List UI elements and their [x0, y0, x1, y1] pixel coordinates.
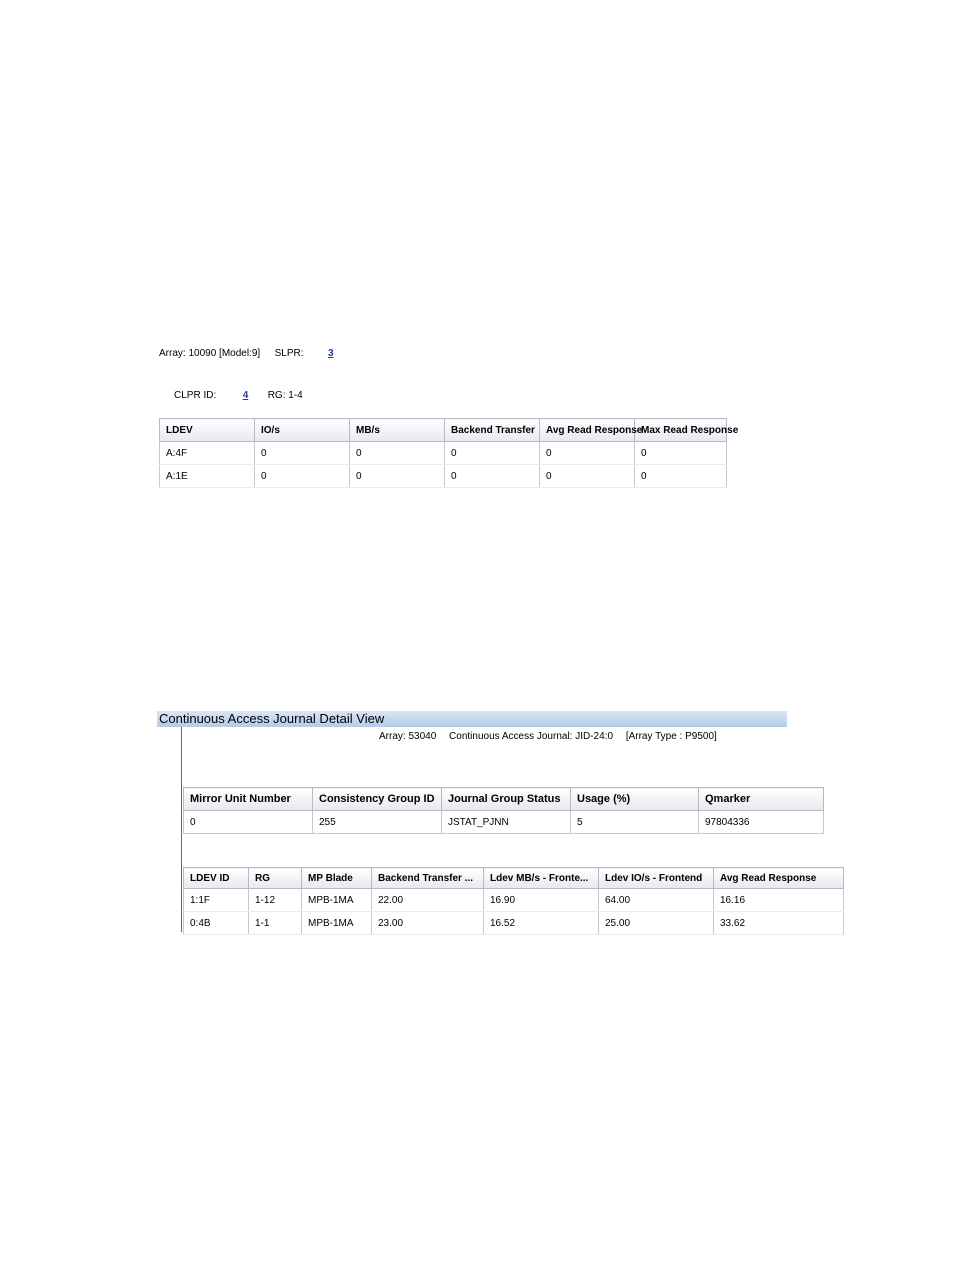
array-info-line — [159, 343, 334, 361]
slpr-link[interactable]: 3 — [327, 348, 334, 359]
cell-backend-transfer: 23.00 — [372, 912, 484, 935]
journal-label: Continuous Access Journal: JID-24:0 — [449, 731, 614, 742]
rg-label: RG: 1-4 — [267, 390, 303, 401]
journal-group-table — [183, 787, 824, 834]
cell-avg-read-response: 33.62 — [714, 912, 844, 935]
column-header-mirror-unit-number[interactable]: Mirror Unit Number — [184, 788, 313, 811]
column-header-ldev-ios-frontend[interactable]: Ldev IO/s - Frontend — [599, 868, 714, 889]
array-label: Array: 53040 — [379, 731, 437, 742]
array-type-label: [Array Type : P9500] — [625, 731, 717, 742]
column-header-ldev-id[interactable]: LDEV ID — [184, 868, 249, 889]
table-header-row — [184, 788, 824, 811]
column-header-avg-read-response[interactable]: Avg Read Response — [540, 419, 635, 442]
cell-qmarker: 97804336 — [699, 811, 824, 834]
column-header-mp-blade[interactable]: MP Blade — [302, 868, 372, 889]
array-label: Array: 10090 [Model:9] — [159, 348, 261, 359]
journal-detail-title-bar — [157, 711, 787, 727]
clpr-link[interactable]: 4 — [242, 390, 249, 401]
cell-avg-read-response: 0 — [540, 465, 635, 488]
column-header-consistency-group-id[interactable]: Consistency Group ID — [313, 788, 442, 811]
cell-mirror-unit-number: 0 — [184, 811, 313, 834]
cell-ldev: A:1E — [160, 465, 255, 488]
cell-ldev-ios-frontend: 64.00 — [599, 889, 714, 912]
column-header-usage[interactable]: Usage (%) — [571, 788, 699, 811]
cell-avg-read-response: 16.16 — [714, 889, 844, 912]
column-header-ldev-mbs-frontend[interactable]: Ldev MB/s - Fronte... — [484, 868, 599, 889]
cell-mp-blade: MPB-1MA — [302, 912, 372, 935]
table-row[interactable] — [160, 465, 727, 488]
cell-usage: 5 — [571, 811, 699, 834]
cell-mbs: 0 — [350, 442, 445, 465]
journal-info-line — [379, 731, 727, 742]
cell-ios: 0 — [255, 442, 350, 465]
journal-ldev-table — [183, 867, 844, 935]
clpr-info-line — [174, 385, 303, 403]
ldev-performance-table-wrapper — [159, 418, 739, 486]
column-header-qmarker[interactable]: Qmarker — [699, 788, 824, 811]
cell-ldev-mbs-frontend: 16.52 — [484, 912, 599, 935]
cell-avg-read-response: 0 — [540, 442, 635, 465]
cell-max-read-response: 0 — [635, 442, 727, 465]
table-row[interactable] — [184, 912, 844, 935]
column-header-avg-read-response[interactable]: Avg Read Response — [714, 868, 844, 889]
cell-backend-transfer: 22.00 — [372, 889, 484, 912]
cell-mp-blade: MPB-1MA — [302, 889, 372, 912]
column-header-backend-transfer[interactable]: Backend Transfer ... — [372, 868, 484, 889]
cell-mbs: 0 — [350, 465, 445, 488]
journal-group-table-wrapper — [183, 787, 787, 837]
cell-consistency-group-id: 255 — [313, 811, 442, 834]
cell-ldev-ios-frontend: 25.00 — [599, 912, 714, 935]
column-header-max-read-response[interactable]: Max Read Response — [635, 419, 727, 442]
table-row[interactable] — [184, 811, 824, 834]
table-row[interactable] — [184, 889, 844, 912]
cell-rg: 1-1 — [249, 912, 302, 935]
cell-ldev-mbs-frontend: 16.90 — [484, 889, 599, 912]
column-header-rg[interactable]: RG — [249, 868, 302, 889]
column-header-backend-transfer[interactable]: Backend Transfer — [445, 419, 540, 442]
cell-ldev-id: 0:4B — [184, 912, 249, 935]
cell-journal-group-status: JSTAT_PJNN — [442, 811, 571, 834]
table-header-row — [184, 868, 844, 889]
cell-backend-transfer: 0 — [445, 442, 540, 465]
cell-ldev-id: 1:1F — [184, 889, 249, 912]
journal-ldev-table-wrapper — [183, 867, 817, 931]
column-header-ios[interactable]: IO/s — [255, 419, 350, 442]
column-header-ldev[interactable]: LDEV — [160, 419, 255, 442]
journal-detail-title: Continuous Access Journal Detail View — [159, 711, 385, 726]
ldev-performance-table — [159, 418, 739, 488]
cell-max-read-response: 0 — [635, 465, 727, 488]
table-header-row — [160, 419, 727, 442]
cell-rg: 1-12 — [249, 889, 302, 912]
column-header-journal-group-status[interactable]: Journal Group Status — [442, 788, 571, 811]
slpr-label: SLPR: — [274, 348, 304, 359]
cell-ldev: A:4F — [160, 442, 255, 465]
cell-backend-transfer: 0 — [445, 465, 540, 488]
clpr-label: CLPR ID: — [174, 390, 217, 401]
cell-ios: 0 — [255, 465, 350, 488]
table-row[interactable] — [160, 442, 727, 465]
column-header-mbs[interactable]: MB/s — [350, 419, 445, 442]
